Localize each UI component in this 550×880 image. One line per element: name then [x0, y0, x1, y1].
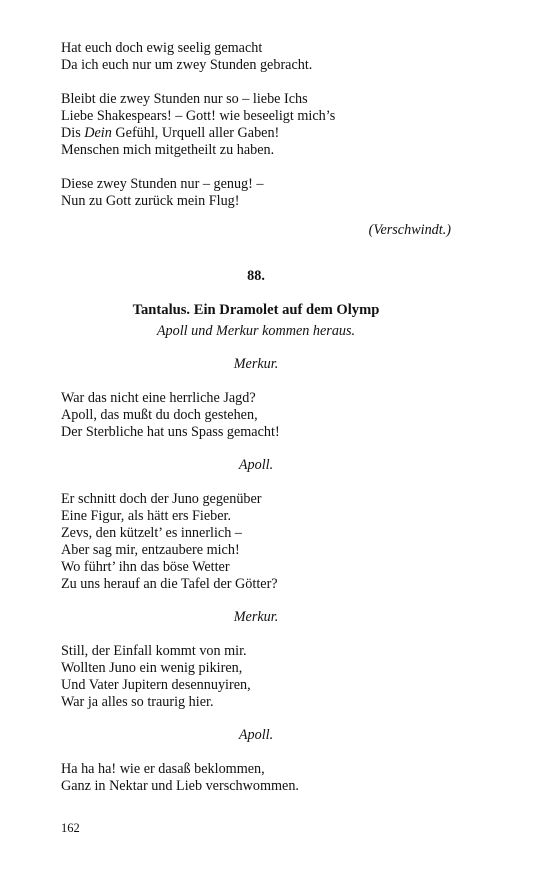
- verse-text: Gefühl, Urquell aller Gaben!: [111, 125, 280, 141]
- speech-block: [61, 390, 451, 441]
- verse-emphasis: Dein: [84, 125, 112, 141]
- verse-line: Er schnitt doch der Juno gegenüber: [61, 491, 262, 507]
- verse-line: Da ich euch nur um zwey Stunden gebracht.: [61, 57, 313, 73]
- verse-line: War ja alles so traurig hier.: [61, 694, 214, 710]
- stanza-2: [61, 91, 451, 159]
- verse-line: Eine Figur, als hätt ers Fieber.: [61, 508, 232, 524]
- stage-direction-enter: Apoll und Merkur kommen heraus.: [156, 323, 356, 339]
- verse-line: Ganz in Nektar und Lieb verschwommen.: [61, 778, 299, 794]
- verse-line: Menschen mich mitgetheilt zu haben.: [61, 142, 275, 158]
- verse-text: Dis: [61, 125, 85, 141]
- verse-line: Und Vater Jupitern desennuyiren,: [61, 677, 251, 693]
- verse-line: [61, 125, 451, 142]
- verse-line: Wollten Juno ein wenig pikiren,: [61, 660, 243, 676]
- speaker-name: Merkur.: [233, 609, 279, 625]
- speech-block: [61, 491, 451, 593]
- verse-line: Zevs, den kützelt’ es innerlich –: [61, 525, 242, 541]
- speech-block: [61, 643, 451, 711]
- page-number: 162: [61, 821, 80, 835]
- page-body: [61, 40, 451, 795]
- speaker-name: Apoll.: [238, 727, 274, 743]
- verse-line: Nun zu Gott zurück mein Flug!: [61, 193, 240, 209]
- verse-line: Bleibt die zwey Stunden nur so – liebe Ichs: [61, 91, 308, 107]
- verse-line: Still, der Einfall kommt von mir.: [61, 643, 247, 659]
- verse-line: Liebe Shakespears! – Gott! wie beseeligt mich’s: [61, 108, 336, 124]
- verse-line: Wo führt’ ihn das böse Wetter: [61, 559, 230, 575]
- verse-line: Diese zwey Stunden nur – genug! –: [61, 176, 264, 192]
- verse-line: Der Sterbliche hat uns Spass gemacht!: [61, 424, 280, 440]
- verse-line: Zu uns herauf an die Tafel der Götter?: [61, 576, 278, 592]
- speaker-name: Apoll.: [238, 457, 274, 473]
- verse-line: Hat euch doch ewig seelig gemacht: [61, 40, 263, 56]
- stage-direction-exit: (Verschwindt.): [368, 222, 451, 238]
- verse-line: War das nicht eine herrliche Jagd?: [61, 390, 256, 406]
- speaker-name: Merkur.: [233, 356, 279, 372]
- section-number: 88.: [247, 268, 265, 284]
- verse-line: Apoll, das mußt du doch gestehen,: [61, 407, 258, 423]
- section-title: Tantalus. Ein Dramolet auf dem Olymp: [132, 302, 380, 318]
- speech-block: [61, 761, 451, 795]
- stanza-3: [61, 176, 451, 210]
- verse-line: Ha ha ha! wie er dasaß beklommen,: [61, 761, 265, 777]
- stanza-1: [61, 40, 451, 74]
- verse-line: Aber sag mir, entzaubere mich!: [61, 542, 240, 558]
